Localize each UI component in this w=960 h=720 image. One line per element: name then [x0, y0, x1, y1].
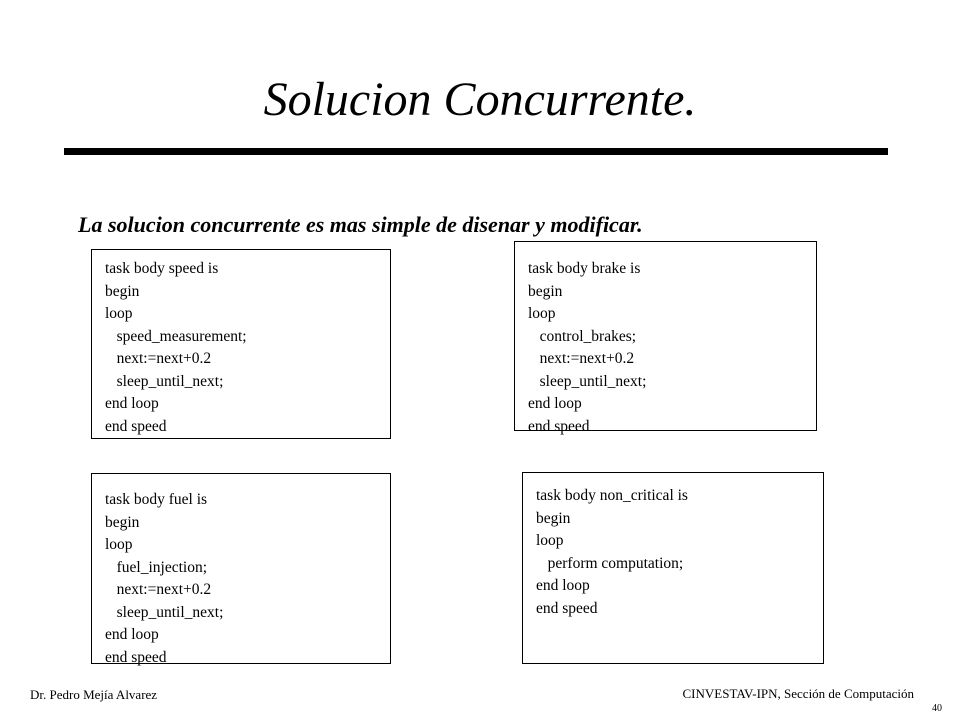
code-line: begin [528, 282, 563, 300]
code-line: perform computation; [536, 554, 684, 572]
code-line: begin [536, 509, 571, 527]
code-line: end loop [105, 395, 159, 412]
code-line: task body fuel is [105, 491, 208, 508]
code-line: control_brakes; [528, 327, 637, 345]
code-line: end speed [528, 417, 590, 435]
code-line: sleep_until_next; [105, 372, 224, 390]
page-number: 40 [932, 703, 942, 714]
footer-institution: CINVESTAV-IPN, Sección de Computación [682, 686, 914, 701]
code-line: task body speed is [105, 260, 219, 277]
title-underline [64, 148, 888, 155]
slide-subtitle: La solucion concurrente es mas simple de disenar y modificar. [78, 212, 643, 237]
code-line: next:=next+0.2 [105, 581, 212, 598]
code-line: end speed [105, 417, 167, 435]
slide-title: Solucion Concurrente. [263, 73, 697, 126]
code-box-speed [91, 249, 391, 439]
code-line: end speed [536, 599, 598, 617]
code-line: speed_measurement; [105, 327, 247, 345]
footer-author: Dr. Pedro Mejía Alvarez [30, 687, 158, 702]
code-line: next:=next+0.2 [105, 350, 212, 367]
code-line: next:=next+0.2 [528, 350, 635, 367]
code-line: begin [105, 282, 140, 300]
code-line: end loop [536, 577, 590, 594]
code-line: end loop [528, 395, 582, 412]
code-box-brake [514, 241, 817, 435]
code-line: loop [536, 532, 564, 549]
code-line: begin [105, 513, 140, 531]
code-line: task body brake is [528, 260, 641, 277]
code-line: end loop [105, 626, 159, 643]
code-line: sleep_until_next; [105, 603, 224, 621]
code-line: task body non_critical is [536, 487, 688, 504]
code-line: loop [105, 305, 133, 322]
code-box-fuel [91, 473, 391, 664]
code-box-non-critical [522, 472, 824, 664]
code-line: loop [528, 305, 556, 322]
code-line: loop [105, 536, 133, 553]
code-line: fuel_injection; [105, 558, 208, 576]
code-line: end speed [105, 648, 167, 666]
code-line: sleep_until_next; [528, 372, 647, 390]
